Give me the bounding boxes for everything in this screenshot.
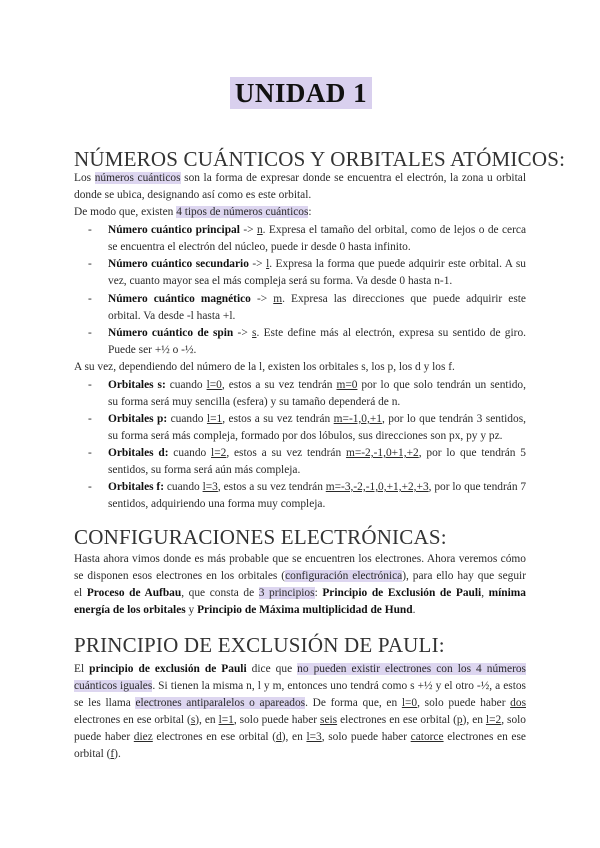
list-item: Número cuántico magnético -> m. Expresa las direcciones que puede adquirir este [108, 293, 526, 305]
highlight: configuración electrónica [285, 570, 403, 582]
paragraph-line: electrones en ese orbital (s), en l=1, solo puede haber seis electrones en ese orbital (p), en l=2, solo [74, 714, 526, 726]
list-item: Orbitales p: cuando l=1, estos a su vez tendrán m=-1,0,+1, por lo que tendrán 3 sentidos, [108, 413, 526, 425]
list-item: Orbitales s: cuando l=0, estos a su vez tendrán m=0 por lo que solo tendrán un sentido, [108, 379, 526, 391]
list-item-cont: se encuentra el electrón del núcleo, puede ir desde 0 hasta infinito. [108, 241, 411, 253]
list-item: Orbitales d: cuando l=2, estos a su vez tendrán m=-2,-1,0+1,+2, por lo que tendrán 5 [108, 447, 526, 459]
list-item-cont: orbital. Va desde -l hasta +l. [108, 310, 236, 322]
paragraph-line: Hasta ahora vimos donde es más probable que se encuentren los electrones. Ahora veremos cómo [74, 553, 526, 565]
paragraph-line: el Proceso de Aufbau, que consta de 3 principios: Principio de Exclusión de Pauli, mínima [74, 587, 526, 599]
paragraph-line: orbital (f). [74, 748, 121, 760]
paragraph-line: A su vez, dependiendo del número de la l, existen los orbitales s, los p, los d y los f. [74, 361, 455, 373]
list-item-cont: su forma será muy sencilla (esfera) y su tamaño dependerá de n. [108, 396, 401, 408]
paragraph-line: De modo que, existen 4 tipos de números cuánticos: [74, 206, 312, 218]
highlight: electrones antiparalelos o apareados [135, 697, 306, 709]
paragraph-line: Los números cuánticos son la forma de expresar donde se encuentra el electrón, la zona u orbital [74, 172, 526, 184]
heading-principio-pauli: PRINCIPIO DE EXCLUSIÓN DE PAULI: [74, 633, 445, 657]
list-item: Número cuántico secundario -> l. Expresa la forma que puede adquirir este orbital. A su [108, 258, 526, 270]
list-bullet: - [88, 327, 92, 339]
list-bullet: - [88, 224, 92, 236]
paragraph-line: energía de los orbitales y Principio de Máxima multiplicidad de Hund. [74, 604, 416, 616]
paragraph-line: donde se ubica, designando así como es este orbital. [74, 189, 312, 201]
list-bullet: - [88, 481, 92, 493]
paragraph-line: puede haber diez electrones en ese orbital (d), en l=3, solo puede haber catorce electrones en ese [74, 731, 526, 743]
highlight: 3 principios [258, 587, 315, 599]
list-item: Número cuántico de spin -> s. Este define más al electrón, expresa su sentido de giro. [108, 327, 526, 339]
page-title: UNIDAD 1 [230, 77, 372, 109]
list-item-cont: su forma será más compleja, formado por dos lóbulos, sus direcciones son px, py y pz. [108, 430, 503, 442]
highlight: 4 tipos de números cuánticos [176, 206, 309, 218]
list-item-cont: sentidos, adquiriendo una forma muy compleja. [108, 498, 326, 510]
paragraph-line: se disponen esos electrones en los orbitales (configuración electrónica), para ello hay que seguir [74, 570, 526, 582]
list-bullet: - [88, 447, 92, 459]
paragraph-line: se les llama electrones antiparalelos o apareados. De forma que, en l=0, solo puede haber dos [74, 697, 526, 709]
highlight: números cuánticos [94, 172, 181, 184]
list-item: Orbitales f: cuando l=3, estos a su vez tendrán m=-3,-2,-1,0,+1,+2,+3, por lo que tendrán 7 [108, 481, 527, 493]
highlight: cuánticos iguales [74, 680, 153, 692]
list-bullet: - [88, 293, 92, 305]
paragraph-line: El principio de exclusión de Pauli dice que no pueden existir electrones con los 4 números [74, 663, 526, 675]
list-bullet: - [88, 413, 92, 425]
highlight: no pueden existir electrones con los 4 números [297, 663, 526, 675]
heading-numeros-cuanticos: NÚMEROS CUÁNTICOS Y ORBITALES ATÓMICOS: [74, 147, 566, 171]
paragraph-line: cuánticos iguales. Si tienen la misma n, l y m, entonces uno tendrá como s +½ y el otro -½, a estos [74, 680, 526, 692]
list-item-cont: sentidos, su forma será aún más compleja. [108, 464, 301, 476]
list-bullet: - [88, 379, 92, 391]
list-item-cont: Puede ser +½ o -½. [108, 344, 197, 356]
list-item-cont: vez, cuanto mayor sea el más compleja será su forma. Va desde 0 hasta n-1. [108, 275, 453, 287]
list-item: Número cuántico principal -> n. Expresa el tamaño del orbital, como de lejos o de cerca [108, 224, 527, 236]
heading-configuraciones: CONFIGURACIONES ELECTRÓNICAS: [74, 525, 447, 549]
list-bullet: - [88, 258, 92, 270]
